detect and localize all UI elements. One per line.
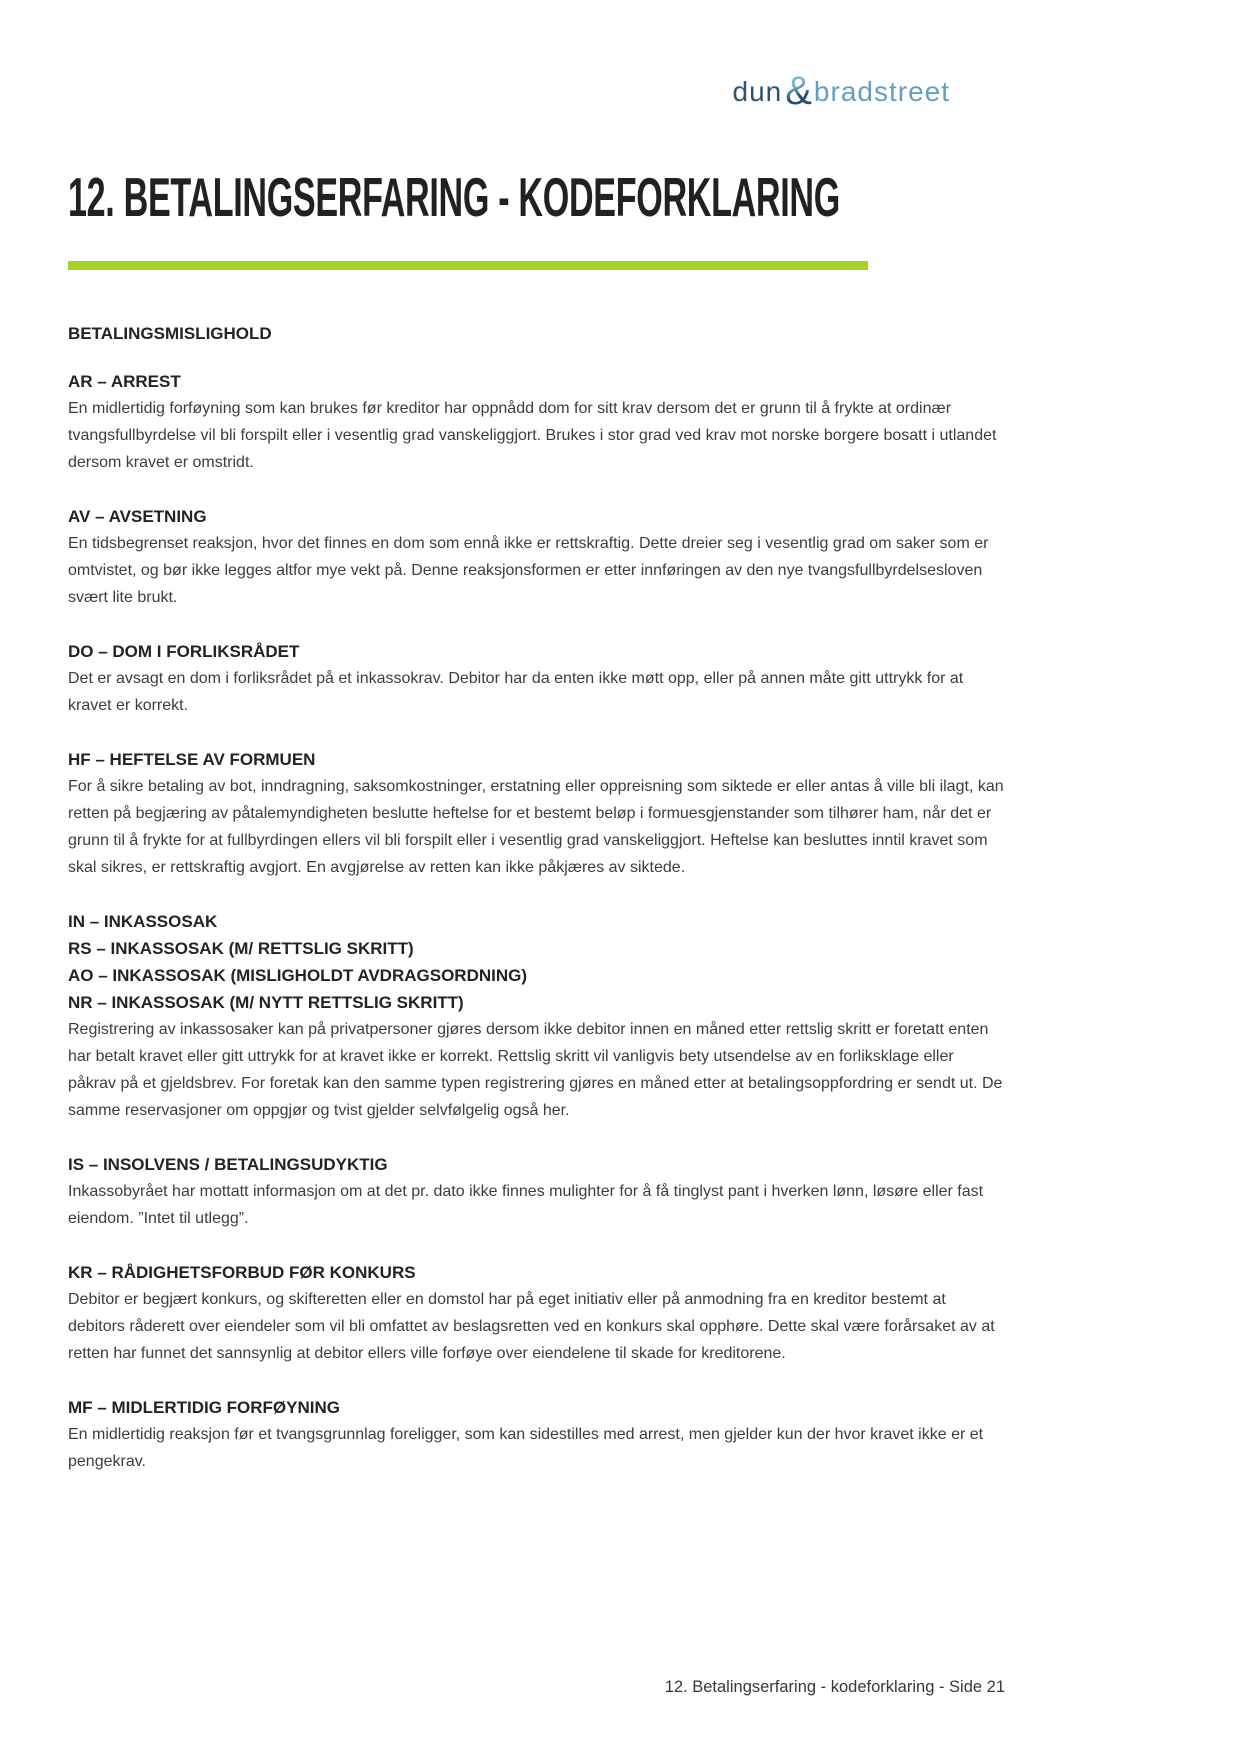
- dun-bradstreet-logo: [732, 68, 950, 113]
- section-heading: KR – RÅDIGHETSFORBUD FØR KONKURS: [68, 1263, 416, 1282]
- document-content: [0, 166, 1241, 1475]
- section-mf-midlertidig-forfoyning: [68, 1394, 1005, 1475]
- section-ar-arrest: [68, 368, 1005, 476]
- section-heading: AR – ARREST: [68, 372, 181, 391]
- section-av-avsetning: [68, 503, 1005, 611]
- logo-ampersand-icon: &: [785, 69, 812, 113]
- section-heading: NR – INKASSOSAK (M/ NYTT RETTSLIG SKRITT): [68, 993, 464, 1012]
- page-footer: 12. Betalingserfaring - kodeforklaring - Side 21: [664, 1678, 1005, 1696]
- section-body: For å sikre betaling av bot, inndragning, saksomkostninger, erstatning eller oppreisning som siktede er eller antas å ville bli ilagt, kan retten på begjæring av påtalemyndigheten beslutte heftelse for et bestemt beløp i formuesgjenstander som tilhører ham, når det er grunn til å frykte for at fullbyrdingen ellers vil bli forspilt eller i vesentlig grad vanskeliggjort. Heftelse kan besluttes inntil kravet som skal sikres, er rettskraftig avgjort. En avgjørelse av retten kan ikke påkjæres av siktede.: [68, 778, 1004, 876]
- section-do-dom-i-forliksradet: [68, 638, 1005, 719]
- section-body: Det er avsagt en dom i forliksrådet på et inkassokrav. Debitor har da enten ikke møtt opp, eller på annen måte gitt uttrykk for at kravet er korrekt.: [68, 670, 964, 714]
- logo-text-bradstreet: bradstreet: [813, 76, 950, 107]
- section-heading: IS – INSOLVENS / BETALINGSUDYKTIG: [68, 1155, 388, 1174]
- section-heading: AV – AVSETNING: [68, 507, 207, 526]
- section-body: En midlertidig forføyning som kan brukes før kreditor har oppnådd dom for sitt krav dersom det er grunn til å frykte at ordinær tvangsfullbyrdelse vil bli forspilt eller i vesentlig grad vanskeliggjort. Brukes i stor grad ved krav mot norske borgere bosatt i utlandet dersom kravet er omstridt.: [68, 400, 997, 471]
- section-kr-radighetsforbud: [68, 1259, 1005, 1367]
- section-heading: HF – HEFTELSE AV FORMUEN: [68, 750, 316, 769]
- section-heading: AO – INKASSOSAK (MISLIGHOLDT AVDRAGSORDNING): [68, 966, 528, 985]
- section-body: Debitor er begjært konkurs, og skifteretten eller en domstol har på eget initiativ eller på anmodning fra en kreditor bestemt at debitors råderett over eiendeler som vil bli omfattet av beslagsretten ved en konkurs skal opphøre. Dette skal være forårsaket av at retten har funnet det sannsynlig at debitor ellers ville forføye over eiendelene til skade for kreditorene.: [68, 1291, 995, 1362]
- section-body: Registrering av inkassosaker kan på privatpersoner gjøres dersom ikke debitor innen en måned etter rettslig skritt er foretatt enten har betalt kravet eller gitt uttrykk for at kravet ikke er korrekt. Rettslig skritt vil vanligvis bety utsendelse av en forliksklage eller påkrav på et gjeldsbrev. For foretak kan den samme typen registrering gjøres en måned etter at betalingsoppfordring er sendt ut. De samme reservasjoner om oppgjør og tvist gjelder selvfølgelig også her.: [68, 1021, 1003, 1119]
- page-title: 12. BETALINGSERFARING - KODEFORKLARING: [68, 166, 840, 228]
- section-body: En midlertidig reaksjon før et tvangsgrunnlag foreligger, som kan sidestilles med arrest, men gjelder kun der hvor kravet ikke er et pengekrav.: [68, 1426, 984, 1470]
- section-heading: IN – INKASSOSAK: [68, 912, 218, 931]
- section-inkassosak-group: [68, 908, 1005, 1124]
- title-underline-bar: [68, 261, 868, 270]
- section-is-insolvens: [68, 1151, 1005, 1232]
- section-heading: MF – MIDLERTIDIG FORFØYNING: [68, 1398, 340, 1417]
- section-body: Inkassobyrået har mottatt informasjon om at det pr. dato ikke finnes mulighter for å få tinglyst pant i hverken lønn, løsøre eller fast eiendom. ”Intet til utlegg”.: [68, 1183, 984, 1227]
- section-hf-heftelse-av-formuen: [68, 746, 1005, 881]
- category-header: BETALINGSMISLIGHOLD: [68, 324, 272, 343]
- section-body: En tidsbegrenset reaksjon, hvor det finnes en dom som ennå ikke er rettskraftig. Dette dreier seg i vesentlig grad om saker som er omtvistet, og bør ikke legges altfor mye vekt på. Denne reaksjonsformen er etter innføringen av den nye tvangsfullbyrdelsesloven svært lite brukt.: [68, 535, 989, 606]
- logo-text-dun: dun: [732, 76, 783, 107]
- section-heading: RS – INKASSOSAK (M/ RETTSLIG SKRITT): [68, 939, 414, 958]
- section-heading: DO – DOM I FORLIKSRÅDET: [68, 642, 300, 661]
